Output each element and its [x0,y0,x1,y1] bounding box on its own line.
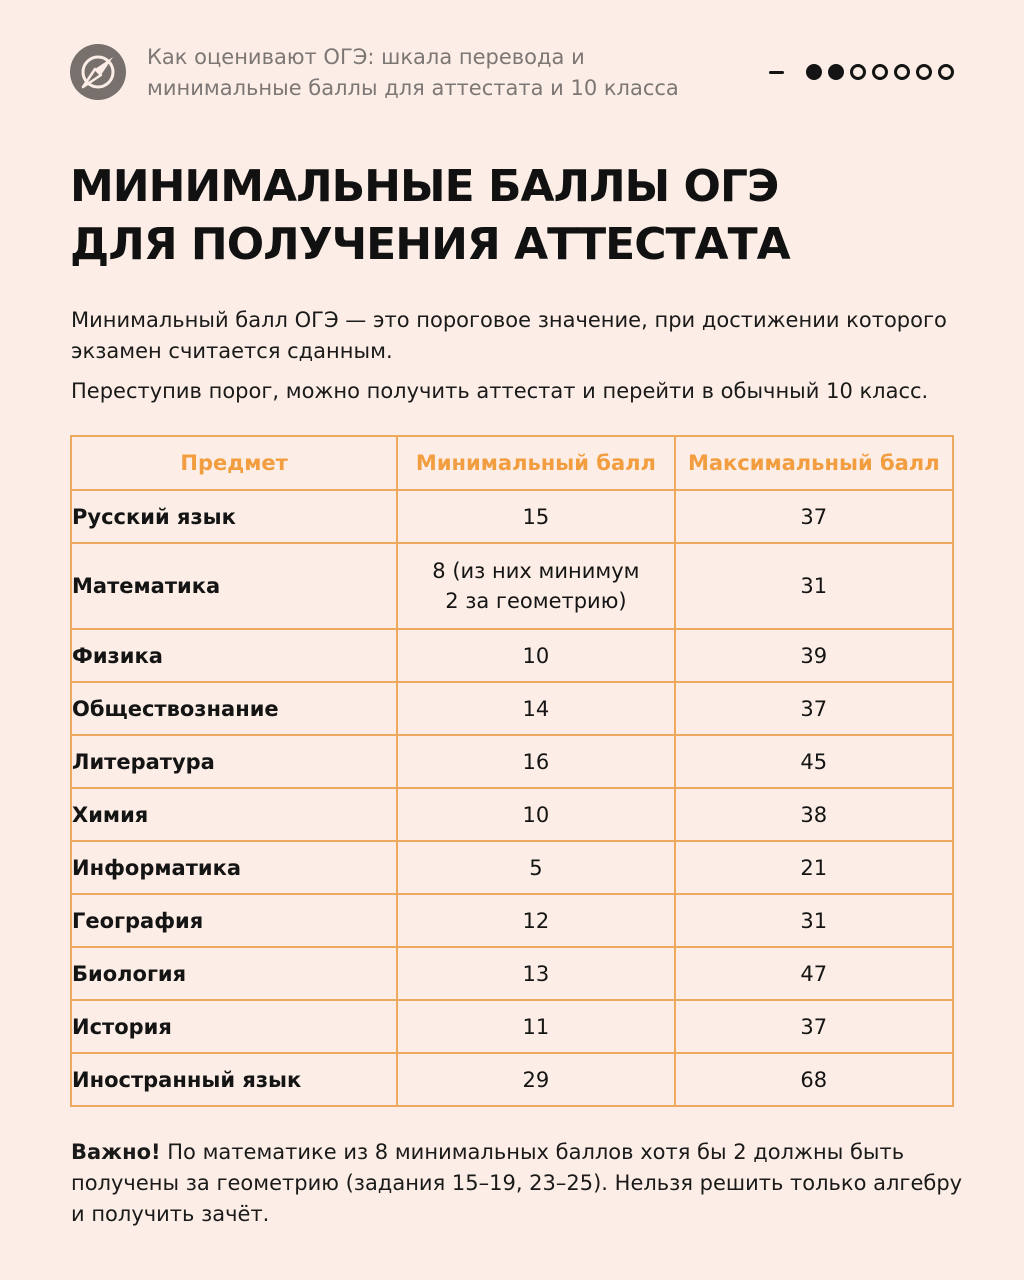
max-score-cell: 68 [675,1053,953,1106]
max-score-cell: 37 [675,682,953,735]
min-score-cell: 12 [397,894,674,947]
table-row [71,1000,953,1053]
compass-icon [70,44,126,100]
header-title: Как оценивают ОГЭ: шкала перевода и минимальные баллы для аттестата и 10 класса [147,45,679,100]
intro-paragraph-2: Переступив порог, можно получить аттестат и перейти в обычный 10 класс. [71,379,929,403]
page-title-line-1: МИНИМАЛЬНЫЕ БАЛЛЫ ОГЭ [70,161,779,212]
subject-cell: Биология [71,947,397,1000]
pager-dot-1[interactable] [806,64,822,80]
min-score-cell: 5 [397,841,674,894]
max-score-cell: 38 [675,788,953,841]
max-score-cell: 37 [675,490,953,543]
scores-table [70,435,954,1107]
min-score-cell: 13 [397,947,674,1000]
min-score-cell: 29 [397,1053,674,1106]
min-score-cell: 16 [397,735,674,788]
pager-dash [769,71,784,74]
subject-cell: География [71,894,397,947]
table-row [71,947,953,1000]
header-max-score: Максимальный балл [675,436,953,490]
table-row [71,490,953,543]
subject-cell: История [71,1000,397,1053]
max-score-cell: 21 [675,841,953,894]
min-score-cell: 10 [397,788,674,841]
footnote [71,1137,971,1230]
min-score-line-2: 2 за геометрию) [445,589,627,613]
table-row [71,788,953,841]
footnote-label: Важно! [71,1140,161,1164]
table-row [71,543,953,629]
max-score-cell: 45 [675,735,953,788]
max-score-cell: 39 [675,629,953,682]
subject-cell: Информатика [71,841,397,894]
pager-dot-6[interactable] [916,64,932,80]
table-header-row [71,436,953,490]
subject-cell: Русский язык [71,490,397,543]
min-score-cell: 14 [397,682,674,735]
min-score-cell: 15 [397,490,674,543]
max-score-cell: 31 [675,543,953,629]
subject-cell: Математика [71,543,397,629]
page-title [70,158,970,274]
subject-cell: Иностранный язык [71,1053,397,1106]
min-score-cell [397,543,674,629]
subject-cell: Физика [71,629,397,682]
min-score-cell: 11 [397,1000,674,1053]
header-subject: Предмет [71,436,397,490]
min-score-line-1: 8 (из них минимум [432,559,640,583]
footnote-text: По математике из 8 минимальных баллов хотя бы 2 должны быть получены за геометрию (задания 15–19, 23–25). Нельзя решить только алгебру и получить зачёт. [71,1140,963,1226]
table-row [71,841,953,894]
subject-cell: Литература [71,735,397,788]
intro-text [71,305,991,416]
table-row [71,894,953,947]
table-row [71,682,953,735]
page-title-line-2: ДЛЯ ПОЛУЧЕНИЯ АТТЕСТАТА [70,219,790,270]
subject-cell: Обществознание [71,682,397,735]
intro-paragraph-1: Минимальный балл ОГЭ — это пороговое значение, при достижении которого экзамен считается сданным. [71,308,947,363]
table-row [71,629,953,682]
pager-dot-2[interactable] [828,64,844,80]
slide-pager [769,59,954,85]
header-min-score: Минимальный балл [397,436,674,490]
subject-cell: Химия [71,788,397,841]
pager-dot-5[interactable] [894,64,910,80]
max-score-cell: 47 [675,947,953,1000]
table-row [71,1053,953,1106]
pager-dot-4[interactable] [872,64,888,80]
max-score-cell: 37 [675,1000,953,1053]
pager-dot-3[interactable] [850,64,866,80]
header [70,40,954,104]
min-score-cell: 10 [397,629,674,682]
pager-dot-7[interactable] [938,64,954,80]
table-row [71,735,953,788]
max-score-cell: 31 [675,894,953,947]
